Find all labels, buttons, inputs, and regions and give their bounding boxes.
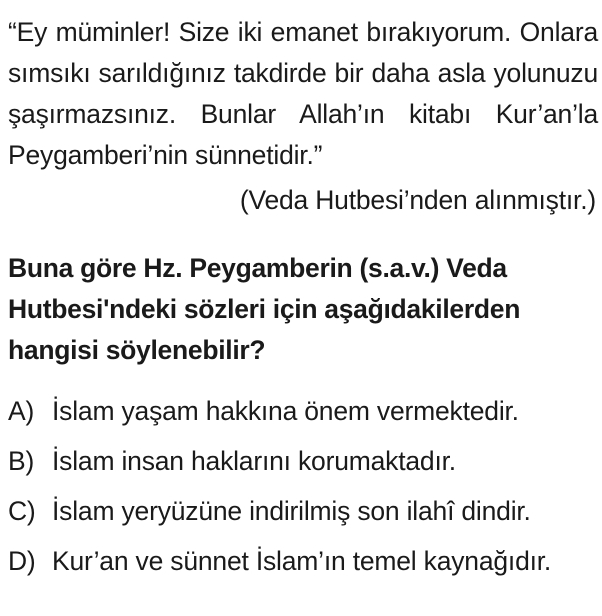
option-a[interactable] — [8, 392, 598, 430]
quote-source: (Veda Hutbesi’nden alınmıştır.) — [239, 185, 596, 215]
option-c-letter: C) — [8, 496, 36, 526]
option-b-text: İslam insan haklarını korumaktadır. — [52, 446, 456, 476]
option-c-text: İslam yeryüzüne indirilmiş son ilahî dindir. — [52, 496, 531, 526]
answer-options — [8, 392, 598, 592]
option-a-letter: A) — [8, 396, 35, 426]
option-d-text: Kur’an ve sünnet İslam’ın temel kaynağıdır. — [52, 546, 552, 576]
option-a-text: İslam yaşam hakkına önem vermektedir. — [52, 396, 519, 426]
option-d-letter: D) — [8, 546, 36, 576]
question-stem: Buna göre Hz. Peygamberin (s.a.v.) Veda Hutbesi'ndeki sözleri için aşağıdakilerden hangisi söylenebilir? — [8, 253, 521, 365]
option-b[interactable] — [8, 442, 598, 480]
option-b-letter: B) — [8, 446, 35, 476]
option-c[interactable] — [8, 492, 598, 530]
hadith-quote: “Ey müminler! Size iki emanet bırakıyorum. Onlara sımsıkı sarıldığınız takdirde bir daha asla yolunuzu şaşırmazsınız. Bunlar Allah’ın kitabı Kur’an’la Peygamberi’nin sünnetidir.” — [8, 17, 598, 170]
option-d[interactable] — [8, 542, 598, 580]
